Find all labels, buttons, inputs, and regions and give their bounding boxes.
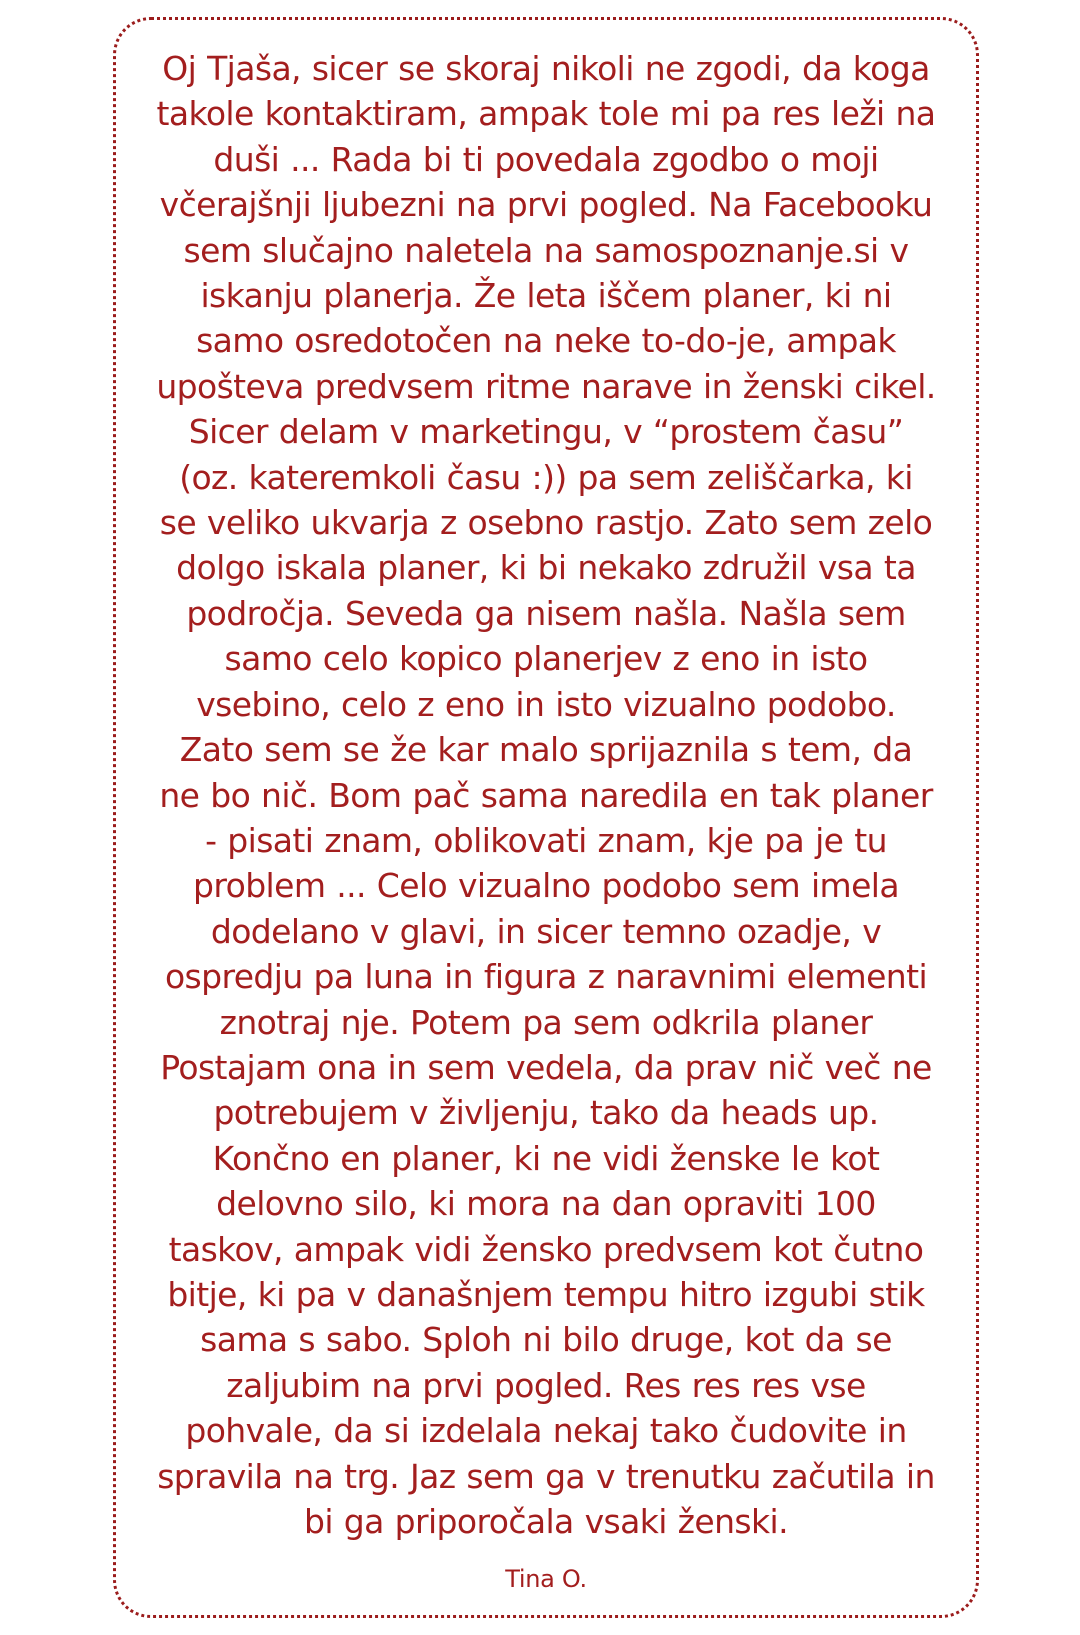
testimonial-text: Oj Tjaša, sicer se skoraj nikoli ne zgodi, da koga takole kontaktiram, ampak tole mi pa res leži na duši ... Rada bi ti povedala zgodbo o moji včerajšnji ljubezni na prvi pogled. Na Facebooku sem slučajno naletela na samospoznanje.si v iskanju planerja. Že leta iščem planer, ki ni samo osredotočen na neke to-do-je, ampak upošteva predvsem ritme narave in ženski cikel. Sicer delam v marketingu, v “prostem času” (oz. kateremkoli času :)) pa sem zeliščarka, ki se veliko ukvarja z osebno rastjo. Zato sem zelo dolgo iskala planer, ki bi nekako združil vsa ta področja. Seveda ga nisem našla. Našla sem samo celo kopico planerjev z eno in isto vsebino, celo z eno in isto vizualno podobo. Zato sem se že kar malo sprijaznila s tem, da ne bo nič. Bom pač sama naredila en tak planer - pisati znam, oblikovati znam, kje pa je tu problem ... Celo vizualno podobo sem imela dodelano v glavi, in sicer temno ozadje, v ospredju pa luna in figura z naravnimi elementi znotraj nje. Potem pa sem odkrila planer Postajam ona in sem vedela, da prav nič več ne potrebujem v življenju, tako da heads up. Končno en planer, ki ne vidi ženske le kot delovno silo, ki mora na dan opraviti 100 taskov, ampak vidi žensko predvsem kot čutno bitje, ki pa v današnjem tempu hitro izgubi stik sama s sabo. Sploh ni bilo druge, kot da se zaljubim na prvi pogled. Res res res vse pohvale, da si izdelala nekaj tako čudovite in spravila na trg. Jaz sem ga v trenutku začutila in bi ga priporočala vsaki ženski. (156, 49, 936, 1541)
testimonial-author: Tina O. (505, 1565, 587, 1593)
testimonial-card (113, 17, 979, 1618)
